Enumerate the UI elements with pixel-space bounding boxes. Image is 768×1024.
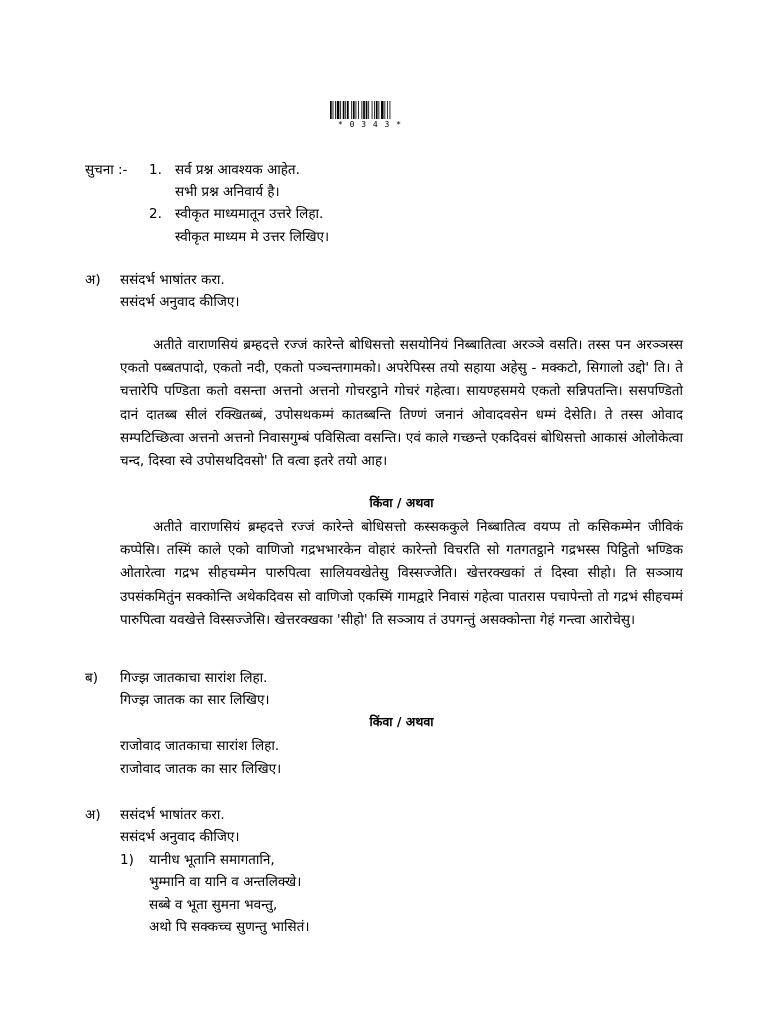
passage-2 xyxy=(120,516,683,632)
or-label-1: किंवा / अथवा xyxy=(369,495,434,510)
section-3-heading-marathi: ससंदर्भ भाषांतर करा. xyxy=(120,807,225,823)
verse-line-3: सब्बे व भूता सुमना भवन्तु, xyxy=(149,897,278,913)
or-label-2: किंवा / अथवा xyxy=(369,714,434,729)
barcode-bar xyxy=(378,101,379,119)
section-2-alt-hindi: राजोवाद जातक का सार लिखिए। xyxy=(120,761,282,777)
verse-line-4: अथो पि सक्कच्च सुणन्तु भासितं। xyxy=(149,919,310,935)
verse-number: 1) xyxy=(120,852,134,868)
barcode-bar xyxy=(330,101,332,119)
section-3-heading-hindi: ससंदर्भ अनुवाद कीजिए। xyxy=(120,829,240,845)
barcode-bar xyxy=(363,101,365,119)
barcode-bar xyxy=(353,101,355,119)
barcode-bar xyxy=(368,101,369,119)
barcode-bar xyxy=(387,101,388,119)
barcode-bar xyxy=(335,101,336,119)
barcode-bar xyxy=(343,101,345,119)
verse-line-1: यानीध भूतानि समागतानि, xyxy=(149,852,275,868)
barcode-bar xyxy=(384,101,385,119)
passage-1 xyxy=(120,334,683,473)
barcode-bar xyxy=(374,101,375,119)
barcode-bar xyxy=(337,101,340,119)
section-2-heading-marathi: गिज्झ जातकाचा सारांश लिहा. xyxy=(120,670,268,686)
barcode-bar xyxy=(376,101,378,119)
barcode-bar xyxy=(381,101,384,119)
passage-1-text: अतीते वाराणसियं ब्रम्हदत्ते रज्जं कारेन्ते बोधिसत्तो ससयोनियं निब्बातित्वा अरञ्ञे वसति। तस्स पन अरञ्ञस्स एकतो पब्बतपादो, एकतो नदी, एकतो पञ्चन्तगामको। अपरेपिस्स तयो सहाया अहेसु - मक्कटो, सिगालो उद्दो' ति। ते चत्तारेपि पण्डिता कतो वसन्ता अत्तनो अत्तनो गोचरट्ठाने गोचरं गहेत्वा। सायण्हसमये एकतो सन्निपतन्ति। ससपण्डितो दानं दातब्ब सीलं रक्खितब्बं, उपोसथकम्मं कातब्बन्ति तिण्णं जनानं ओवादवसेन धम्मं देसेति। ते तस्स ओवाद सम्पटिच्छित्वा अत्तनो अत्तनो निवासगुम्बं पविसित्वा वसन्ति। एवं काले गच्छन्ते एकदिवसं बोधिसत्तो आकासं ओलोकेत्वा चन्द, दिस्वा स्वे उपोसथदिवसो' ति वत्वा इतरे तयो आह। xyxy=(120,337,683,470)
section-2-heading-hindi: गिज्झ जातक का सार लिखिए। xyxy=(120,692,270,708)
barcode-bar xyxy=(366,101,368,119)
instructions-label: सुचना :- xyxy=(85,162,128,178)
barcode-bar xyxy=(361,101,362,119)
barcode-bar xyxy=(358,101,359,119)
instruction-2-hindi: स्वीकृत माध्यम मे उत्तर लिखिए। xyxy=(175,229,330,245)
barcode-bar xyxy=(333,101,334,119)
barcode-bar xyxy=(340,101,341,119)
instruction-1-number: 1. xyxy=(149,162,162,178)
barcode-bar xyxy=(347,101,349,119)
barcode xyxy=(330,101,410,129)
section-1-heading-hindi: ससंदर्भ अनुवाद कीजिए। xyxy=(120,294,240,310)
barcode-bars xyxy=(330,101,410,119)
barcode-bar xyxy=(356,101,357,119)
section-1-heading-marathi: ससंदर्भ भाषांतर करा. xyxy=(120,272,225,288)
barcode-bar xyxy=(345,101,346,119)
barcode-bar xyxy=(372,101,373,119)
instruction-2-number: 2. xyxy=(149,206,162,222)
passage-2-text: अतीते वाराणसियं ब्रम्हदत्ते रज्जं कारेन्ते बोधिसत्तो कस्सककुले निब्बातित्व वयप्प तो कसिकम्मेन जीविकं कप्पेसि। तस्मिं काले एको वाणिजो गद्रभभारकेन वोहारं कारेन्तो विचरति सो गतगतट्ठाने गद्रभस्स पिट्ठितो भण्डिक ओतारेत्वा गद्रभ सीहचम्मेन पारुपित्वा सालियवखेतेसु विस्सज्जेति। खेत्तरक्खकां तं दिस्वा सीहो। ति सञ्ञाय उपसंकमितुंन सक्कोन्ति अथेकदिवस सो वाणिजो एकस्मिं गामद्वारे निवासं गहेत्वा पातरास पचापेन्तो तो गद्रभं सीहचम्मं पारुपित्वा यवखेत्ते विस्सज्जेसि। खेत्तरक्खका 'सीहो' ति सञ्ञाय तं उपगन्तुं असक्कोन्ता गेहं गन्त्वा आरोचेसु। xyxy=(120,519,683,628)
barcode-bar xyxy=(351,101,352,119)
instruction-1-marathi: सर्व प्रश्न आवश्यक आहेत. xyxy=(175,162,300,178)
section-2-alt-marathi: राजोवाद जातकाचा सारांश लिहा. xyxy=(120,738,280,754)
verse-line-2: भुम्मानि वा यानि व अन्तलिक्खे। xyxy=(149,874,302,890)
section-2-marker: ब) xyxy=(85,670,98,686)
section-1-marker: अ) xyxy=(85,272,101,288)
instruction-1-hindi: सभी प्रश्न अनिवार्य है। xyxy=(175,184,280,200)
barcode-number: * 0 3 4 3 * xyxy=(338,120,402,129)
section-3-marker: अ) xyxy=(85,807,101,823)
barcode-bar xyxy=(390,101,391,119)
instruction-2-marathi: स्वीकृत माध्यमातून उत्तरे लिहा. xyxy=(175,206,324,222)
